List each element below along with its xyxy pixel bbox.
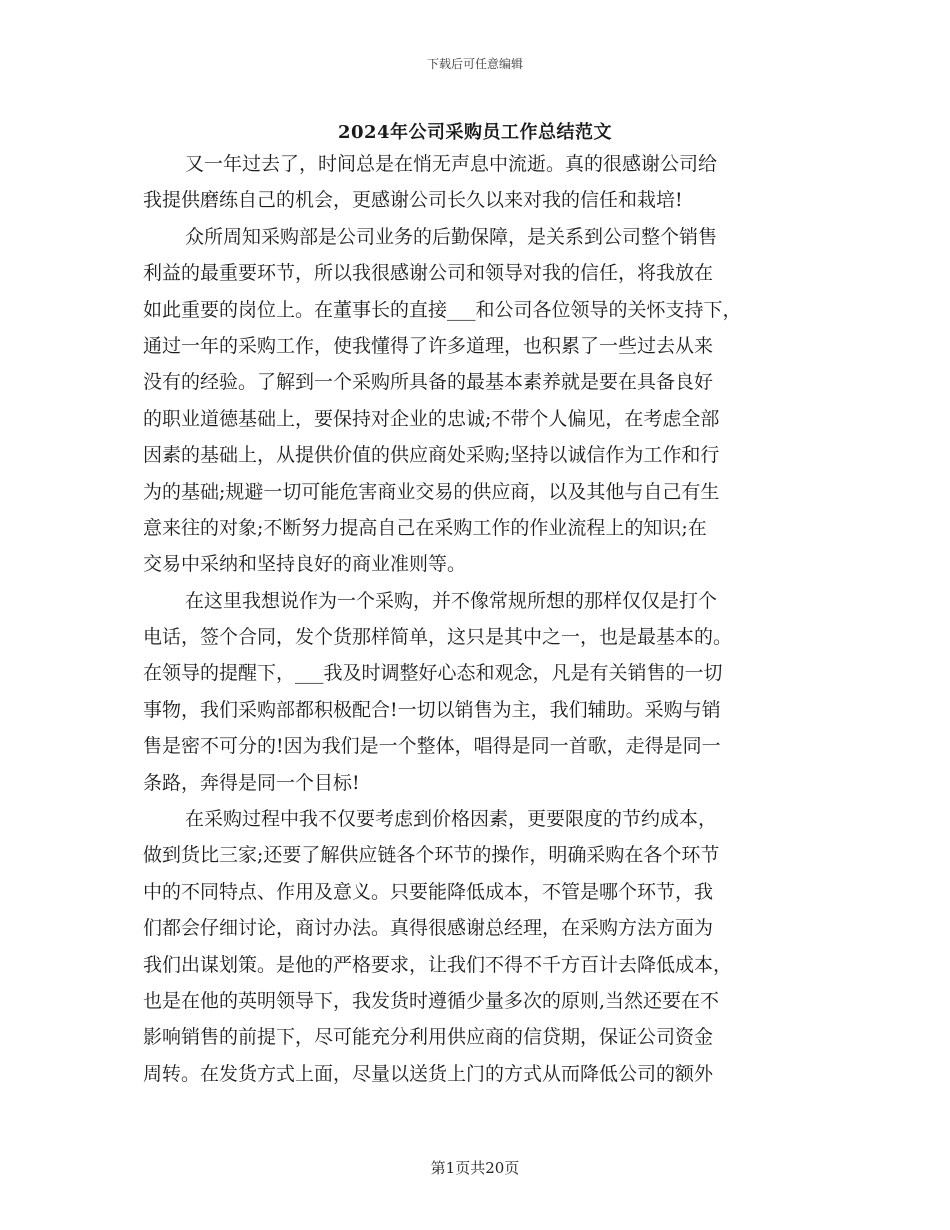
text-line: 意来往的对象;不断努力提高自己在采购工作的作业流程上的知识;在 <box>143 516 707 539</box>
text-line: 交易中采纳和坚持良好的商业准则等。 <box>143 553 467 576</box>
text-line: 众所周知采购部是公司业务的后勤保障，是关系到公司整个销售 <box>185 225 718 248</box>
text-line: 在领导的提醒下，___我及时调整好心态和观念，凡是有关销售的一切 <box>143 662 723 685</box>
page-number: 第1页共20页 <box>430 1159 520 1177</box>
text-line: 我提供磨练自己的机会，更感谢公司长久以来对我的信任和栽培! <box>143 189 683 212</box>
text-line: 条路，奔得是同一个目标! <box>143 771 360 794</box>
document-title: 2024年公司采购员工作总结范文 <box>337 122 613 143</box>
text-line: 没有的经验。了解到一个采购所具备的最基本素养就是要在具备良好 <box>143 371 714 394</box>
text-line: 也是在他的英明领导下，我发货时遵循少量多次的原则,当然还要在不 <box>143 989 720 1012</box>
text-line: 的职业道德基础上，要保持对企业的忠诚;不带个人偏见，在考虑全部 <box>143 407 720 430</box>
text-line: 我们出谋划策。是他的严格要求，让我们不得不千方百计去降低成本， <box>143 953 733 976</box>
text-line: 在这里我想说作为一个采购，并不像常规所想的那样仅仅是打个 <box>185 589 718 612</box>
text-line: 影响销售的前提下，尽可能充分利用供应商的信贷期，保证公司资金 <box>143 1026 714 1049</box>
text-line: 电话，签个合同，发个货那样简单，这只是其中之一，也是最基本的。 <box>143 626 733 649</box>
text-line: 中的不同特点、作用及意义。只要能降低成本，不管是哪个环节，我 <box>143 880 714 903</box>
text-line: 又一年过去了，时间总是在悄无声息中流逝。真的很感谢公司给 <box>185 153 718 175</box>
text-line: 为的基础;规避一切可能危害商业交易的供应商，以及其他与自己有生 <box>143 480 720 503</box>
text-line: 在采购过程中我不仅要考虑到价格因素，更要限度的节约成本， <box>185 808 718 831</box>
text-line: 通过一年的采购工作，使我懂得了许多道理，也积累了一些过去从来 <box>143 334 714 357</box>
text-line: 事物，我们采购部都积极配合!一切以销售为主，我们辅助。采购与销 <box>143 698 721 721</box>
text-line: 周转。在发货方式上面，尽量以送货上门的方式从而降低公司的额外 <box>143 1062 714 1085</box>
text-line: 如此重要的岗位上。在董事长的直接___和公司各位领导的关怀支持下， <box>143 298 742 321</box>
header-note: 下载后可任意编辑 <box>426 57 523 71</box>
document-body <box>143 146 813 1092</box>
text-line: 售是密不可分的!因为我们是一个整体，唱得是同一首歌，走得是同一 <box>143 735 721 758</box>
text-line: 因素的基础上，从提供价值的供应商处采购;坚持以诚信作为工作和行 <box>143 444 720 467</box>
text-line: 利益的最重要环节，所以我很感谢公司和领导对我的信任，将我放在 <box>143 262 714 285</box>
text-line: 们都会仔细讨论，商讨办法。真得很感谢总经理，在采购方法方面为 <box>143 917 714 940</box>
text-line: 做到货比三家;还要了解供应链各个环节的操作，明确采购在各个环节 <box>143 844 720 867</box>
